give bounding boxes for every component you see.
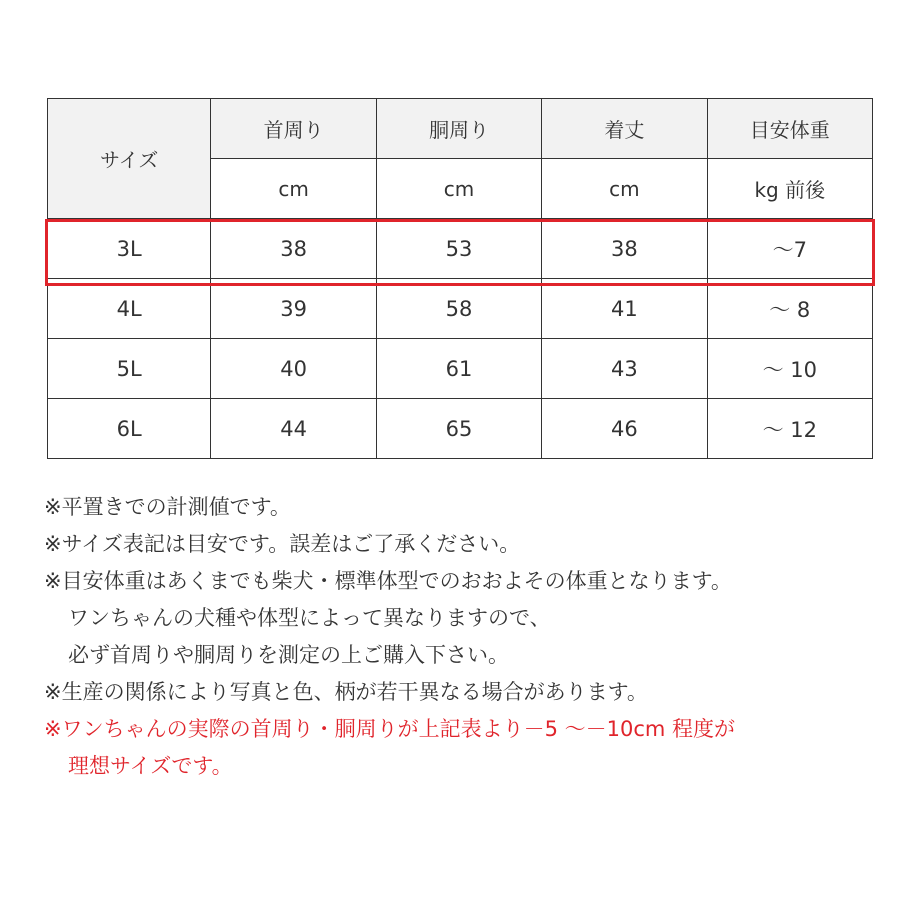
note-line: 必ず首周りや胴周りを測定の上ご購入下さい。 — [68, 643, 509, 667]
cell-size: 6L — [48, 399, 211, 459]
red-note-line: ※ワンちゃんの実際の首周り・胴周りが上記表より－5 ～－10cm 程度が — [44, 717, 736, 741]
header-size: サイズ — [48, 99, 211, 219]
header-body: 胴周り — [376, 99, 541, 159]
cell-body: 65 — [376, 399, 541, 459]
unit-weight: kg 前後 — [707, 159, 872, 219]
cell-body: 53 — [376, 219, 541, 279]
note-line: ※目安体重はあくまでも柴犬・標準体型でのおおよその体重となります。 — [44, 569, 732, 593]
unit-body: cm — [376, 159, 541, 219]
notes-block — [44, 494, 904, 790]
cell-length: 38 — [542, 219, 707, 279]
header-weight: 目安体重 — [707, 99, 872, 159]
cell-neck: 40 — [211, 339, 376, 399]
header-length: 着丈 — [542, 99, 707, 159]
table-row — [48, 399, 873, 459]
cell-weight: ～ 10 — [707, 339, 872, 399]
cell-neck: 38 — [211, 219, 376, 279]
unit-length: cm — [542, 159, 707, 219]
unit-neck: cm — [211, 159, 376, 219]
cell-length: 43 — [542, 339, 707, 399]
cell-body: 58 — [376, 279, 541, 339]
cell-size: 4L — [48, 279, 211, 339]
red-note-line: 理想サイズです。 — [68, 754, 233, 778]
table-row — [48, 219, 873, 279]
note-line: ※生産の関係により写真と色、柄が若干異なる場合があります。 — [44, 680, 648, 704]
table-row — [48, 279, 873, 339]
cell-length: 41 — [542, 279, 707, 339]
note-line: ワンちゃんの犬種や体型によって異なりますので、 — [68, 606, 551, 630]
cell-neck: 44 — [211, 399, 376, 459]
cell-body: 61 — [376, 339, 541, 399]
cell-weight: ～ 8 — [707, 279, 872, 339]
cell-weight: ～7 — [707, 219, 872, 279]
header-row — [48, 99, 873, 159]
note-line: ※サイズ表記は目安です。誤差はご了承ください。 — [44, 532, 521, 556]
header-neck: 首周り — [211, 99, 376, 159]
cell-size: 5L — [48, 339, 211, 399]
table-row — [48, 339, 873, 399]
size-chart-table — [47, 98, 873, 459]
cell-length: 46 — [542, 399, 707, 459]
cell-weight: ～ 12 — [707, 399, 872, 459]
note-line: ※平置きでの計測値です。 — [44, 495, 291, 519]
cell-neck: 39 — [211, 279, 376, 339]
cell-size: 3L — [48, 219, 211, 279]
